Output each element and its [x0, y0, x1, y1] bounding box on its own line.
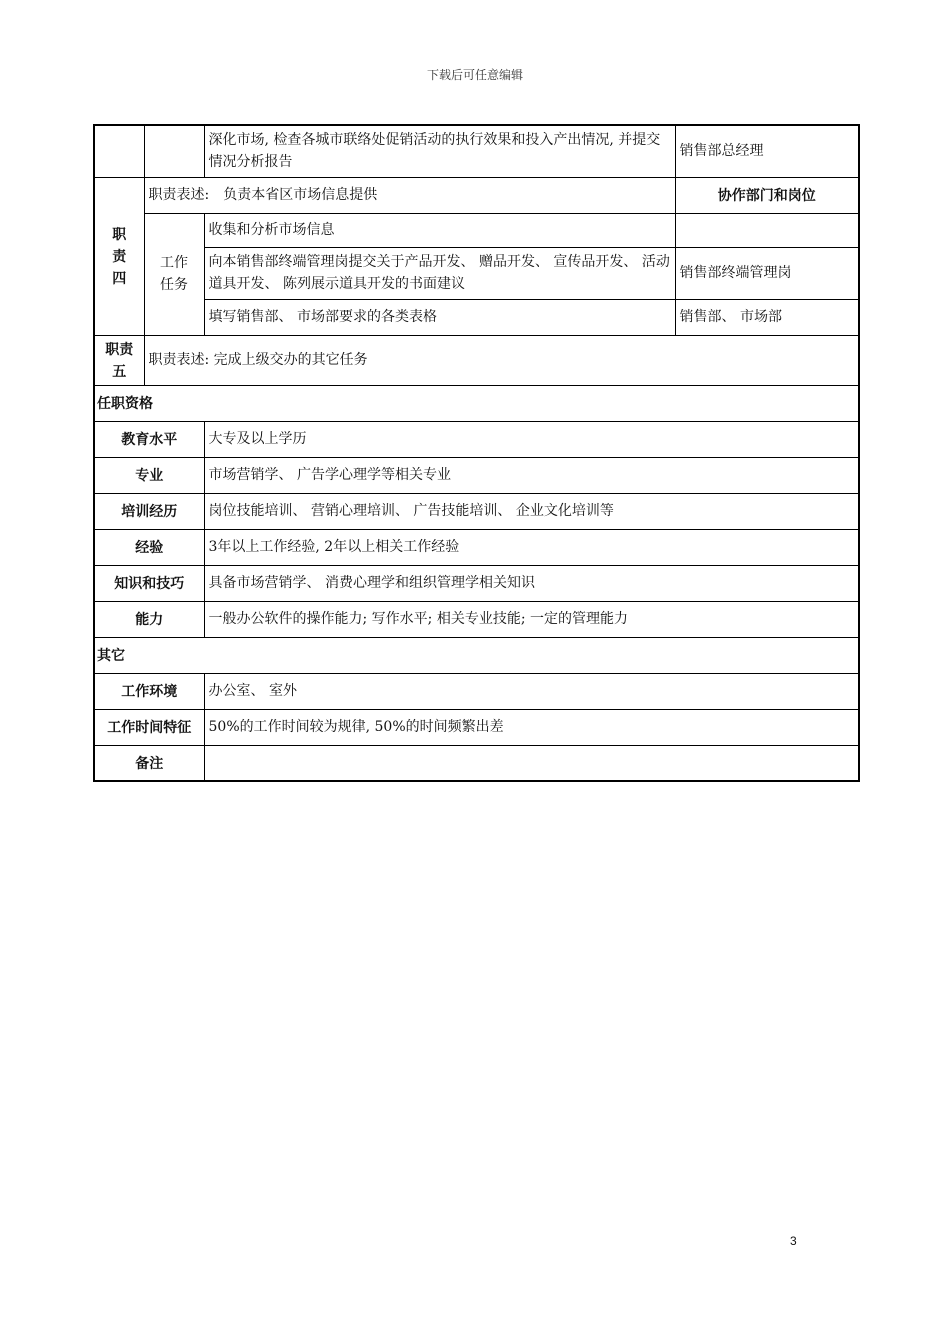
continued-task-row [94, 125, 859, 177]
other-value [204, 745, 859, 781]
empty-cell [144, 125, 204, 177]
task-text: 填写销售部、 市场部要求的各类表格 [204, 299, 675, 335]
duty5-row [94, 335, 859, 385]
task-dept: 销售部总经理 [675, 125, 859, 177]
task-text: 收集和分析市场信息 [204, 213, 675, 247]
task-dept: 销售部、 市场部 [675, 299, 859, 335]
tasks-label [144, 213, 204, 335]
qualifications-header-row [94, 385, 859, 421]
other-label: 工作环境 [94, 673, 204, 709]
empty-cell [94, 125, 144, 177]
qualification-row [94, 421, 859, 457]
qualification-label: 专业 [94, 457, 204, 493]
qualification-label: 知识和技巧 [94, 565, 204, 601]
other-label: 工作时间特征 [94, 709, 204, 745]
duty4-label-char: 四 [112, 270, 127, 286]
other-row [94, 745, 859, 781]
duty4-label-char: 职 [112, 226, 127, 242]
qualification-row [94, 493, 859, 529]
duty4-task-row [94, 299, 859, 335]
task-text: 深化市场, 检查各城市联络处促销活动的执行效果和投入产出情况, 并提交情况分析报告 [204, 125, 675, 177]
qualification-value: 具备市场营销学、 消费心理学和组织管理学相关知识 [204, 565, 859, 601]
qualification-row [94, 529, 859, 565]
qualification-label: 教育水平 [94, 421, 204, 457]
qualification-value: 一般办公软件的操作能力; 写作水平; 相关专业技能; 一定的管理能力 [204, 601, 859, 637]
other-value: 50%的工作时间较为规律, 50%的时间频繁出差 [204, 709, 859, 745]
qualification-value: 3年以上工作经验, 2年以上相关工作经验 [204, 529, 859, 565]
duty4-label [94, 177, 144, 335]
duty5-label-line: 职责 [105, 341, 134, 357]
page-number: 3 [790, 1234, 797, 1248]
other-label: 备注 [94, 745, 204, 781]
duty5-label-line: 五 [112, 363, 127, 379]
qualification-row [94, 457, 859, 493]
summary-text: 负责本省区市场信息提供 [223, 187, 378, 203]
task-dept [675, 213, 859, 247]
duty5-label [94, 335, 144, 385]
task-dept: 销售部终端管理岗 [675, 247, 859, 299]
qualification-value: 大专及以上学历 [204, 421, 859, 457]
tasks-label-line: 工作 [160, 255, 188, 271]
job-description-table [93, 124, 860, 782]
collab-header: 协作部门和岗位 [675, 177, 859, 213]
duty4-label-char: 责 [112, 248, 127, 264]
qualification-label: 能力 [94, 601, 204, 637]
duty4-task-row [94, 213, 859, 247]
qualification-label: 经验 [94, 529, 204, 565]
duty5-summary: 职责表述: 完成上级交办的其它任务 [144, 335, 859, 385]
qualification-row [94, 601, 859, 637]
other-row [94, 709, 859, 745]
summary-prefix: 职责表述: [148, 187, 210, 203]
qualification-label: 培训经历 [94, 493, 204, 529]
other-row [94, 673, 859, 709]
other-header-row [94, 637, 859, 673]
duty4-task-row [94, 247, 859, 299]
duty4-summary-row [94, 177, 859, 213]
qualification-value: 岗位技能培训、 营销心理培训、 广告技能培训、 企业文化培训等 [204, 493, 859, 529]
qualification-value: 市场营销学、 广告学心理学等相关专业 [204, 457, 859, 493]
duty4-summary [144, 177, 675, 213]
qualification-row [94, 565, 859, 601]
tasks-label-line: 任务 [160, 277, 188, 293]
other-title: 其它 [94, 637, 859, 673]
header-note: 下载后可任意编辑 [426, 68, 523, 82]
qualifications-title: 任职资格 [94, 385, 859, 421]
other-value: 办公室、 室外 [204, 673, 859, 709]
task-text: 向本销售部终端管理岗提交关于产品开发、 赠品开发、 宣传品开发、 活动道具开发、 陈列展示道具开发的书面建议 [204, 247, 675, 299]
